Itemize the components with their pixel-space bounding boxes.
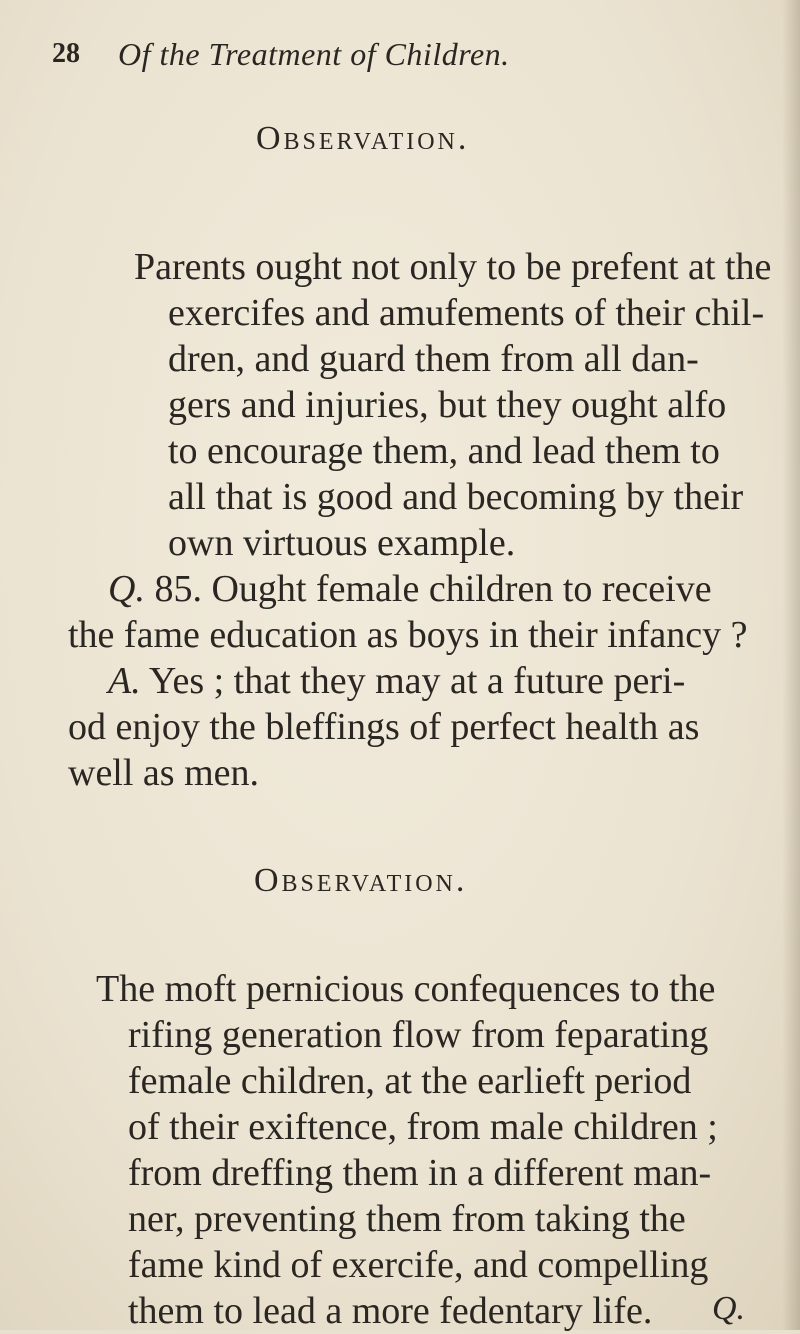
- paragraph-line: female children, at the earlieft period: [128, 1060, 692, 1102]
- answer-mark-label: A.: [108, 660, 141, 702]
- paragraph-line: from dreffing them in a different man-: [128, 1152, 712, 1194]
- paragraph-line: of their exiftence, from male children ;: [128, 1106, 718, 1148]
- running-title: Of the Treatment of Children.: [118, 36, 510, 72]
- paragraph-line: them to lead a more fedentary life.: [128, 1290, 653, 1332]
- page-number: 28: [52, 38, 80, 69]
- paragraph-line: rifing generation flow from feparating: [128, 1014, 709, 1056]
- question-text: 85. Ought female children to receive: [154, 568, 712, 610]
- catchword: Q.: [712, 1290, 746, 1327]
- paragraph-line: dren, and guard them from all dan-: [168, 338, 699, 380]
- paragraph-line: The moft pernicious confequences to the: [96, 968, 716, 1010]
- answer-line: [108, 658, 685, 704]
- paragraph-line: to encourage them, and lead them to: [168, 430, 720, 472]
- paragraph-line: fame kind of exercife, and compelling: [128, 1244, 709, 1286]
- page-edge-shadow: [782, 0, 800, 1330]
- paragraph-line: gers and injuries, but they ought alfo: [168, 384, 727, 426]
- section-heading-1: Observation.: [256, 120, 470, 157]
- paragraph-line: exercifes and amufements of their chil-: [168, 292, 765, 334]
- answer-text: Yes ; that they may at a future peri-: [148, 660, 686, 702]
- paragraph-line: ner, preventing them from taking the: [128, 1198, 686, 1240]
- question-mark-label: Q.: [108, 568, 145, 610]
- paragraph-line: own virtuous example.: [168, 522, 516, 564]
- question-line: the fame education as boys in their infancy ?: [68, 614, 748, 656]
- paragraph-line: Parents ought not only to be prefent at the: [134, 246, 772, 288]
- answer-line: od enjoy the bleffings of perfect health as: [68, 706, 700, 748]
- question-line: [108, 566, 712, 612]
- paragraph-line: all that is good and becoming by their: [168, 476, 744, 518]
- section-heading-2: Observation.: [254, 862, 468, 899]
- answer-line: well as men.: [68, 752, 260, 794]
